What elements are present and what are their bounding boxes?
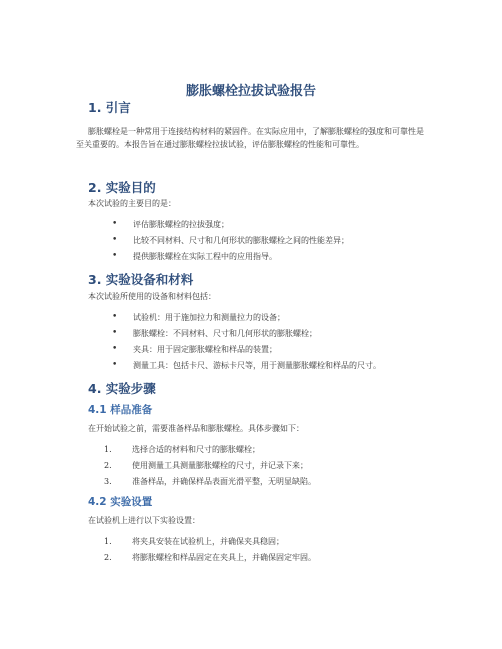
- purpose-intro: 本次试验的主要目的是：: [88, 199, 176, 208]
- subsection-heading-sample-prep: 4.1 样品准备: [88, 404, 153, 416]
- section-heading-purpose: 2. 实验目的: [88, 180, 156, 195]
- list-item: • 夹具：用于固定膨胀螺栓和样品的装置；: [112, 344, 277, 354]
- section-heading-procedure: 4. 实验步骤: [88, 381, 156, 396]
- intro-paragraph: 膨胀螺栓是一种常用于连接结构材料的紧固件。在实际应用中，了解膨胀螺栓的强度和可靠性是至关重要的。本报告旨在通过膨胀螺栓拉拔试验，评估膨胀螺栓的性能和可靠性。: [76, 127, 424, 149]
- equipment-intro: 本次试验所使用的设备和材料包括：: [88, 292, 216, 301]
- list-item: 1. 选择合适的材料和尺寸的膨胀螺栓；: [104, 445, 260, 454]
- sample-prep-intro: 在开始试验之前，需要准备样品和膨胀螺栓。具体步骤如下：: [88, 424, 304, 433]
- list-item: • 比较不同材料、尺寸和几何形状的膨胀螺栓之间的性能差异；: [112, 235, 349, 245]
- list-item: 2. 将膨胀螺栓和样品固定在夹具上，并确保固定牢固。: [104, 553, 316, 562]
- list-number: 1.: [104, 537, 112, 546]
- bullet-icon: •: [112, 235, 118, 245]
- list-item: • 评估膨胀螺栓的拉拔强度；: [112, 219, 229, 229]
- bullet-icon: •: [112, 251, 118, 261]
- list-number: 2.: [104, 461, 112, 470]
- list-item: • 测量工具：包括卡尺、游标卡尺等，用于测量膨胀螺栓和样品的尺寸。: [112, 360, 381, 370]
- bullet-icon: •: [112, 328, 118, 338]
- setup-intro: 在试验机上进行以下实验设置：: [88, 516, 200, 525]
- list-number: 2.: [104, 553, 112, 562]
- section-heading-equipment: 3. 实验设备和材料: [88, 272, 194, 287]
- list-item: • 膨胀螺栓：不同材料、尺寸和几何形状的膨胀螺栓；: [112, 328, 317, 338]
- list-number: 3.: [104, 477, 112, 486]
- list-item: • 提供膨胀螺栓在实际工程中的应用指导。: [112, 251, 277, 261]
- report-title: 膨胀螺栓拉拔试验报告: [185, 84, 316, 99]
- list-item: • 试验机：用于施加拉力和测量拉力的设备；: [112, 312, 285, 322]
- list-item: 3. 准备样品，并确保样品表面光滑平整，无明显缺陷。: [104, 477, 316, 486]
- list-item: 1. 将夹具安装在试验机上，并确保夹具稳固；: [104, 537, 284, 546]
- bullet-icon: •: [112, 360, 118, 370]
- subsection-heading-setup: 4.2 实验设置: [88, 496, 153, 508]
- bullet-icon: •: [112, 219, 118, 229]
- section-heading-intro: 1. 引言: [88, 100, 131, 115]
- list-item: 2. 使用测量工具测量膨胀螺栓的尺寸，并记录下来；: [104, 461, 308, 470]
- list-number: 1.: [104, 445, 112, 454]
- bullet-icon: •: [112, 344, 118, 354]
- bullet-icon: •: [112, 312, 118, 322]
